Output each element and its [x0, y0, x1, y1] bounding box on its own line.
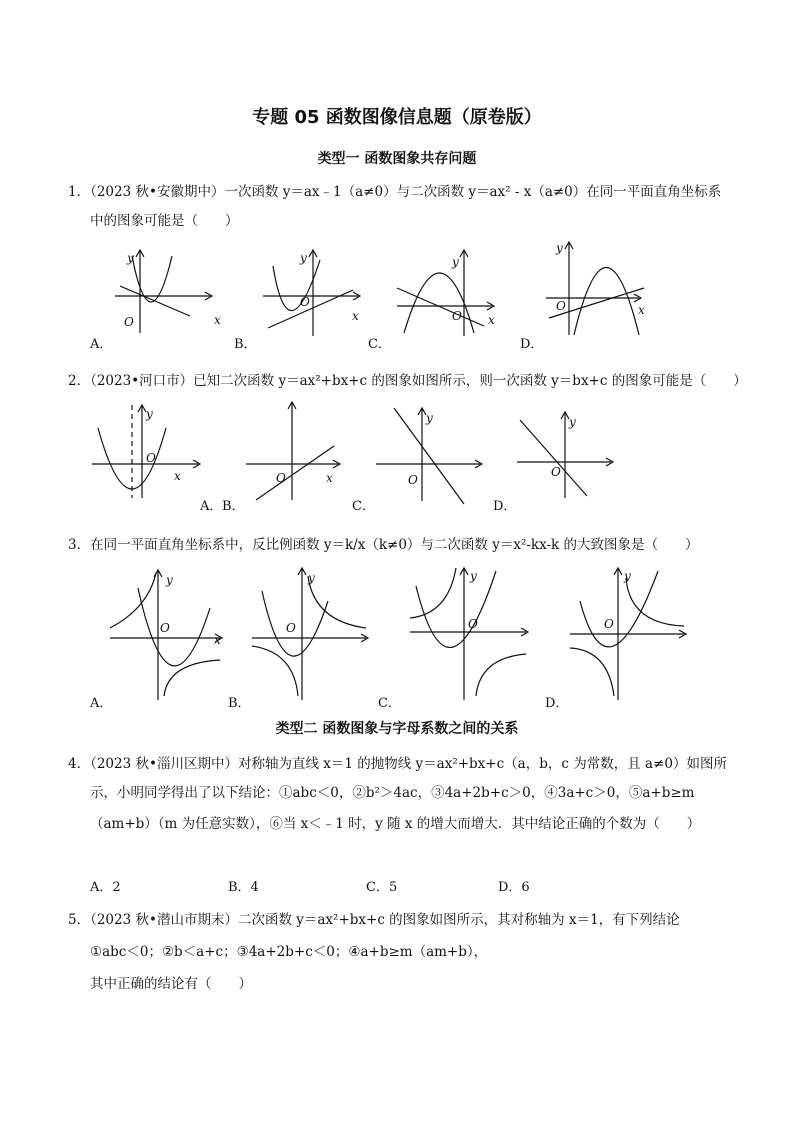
question-4-line-3: （am+b）（m 为任意实数），⑥当 x＜﹣1 时，y 随 x 的增大而增大．其中结论正确的个数为（ ） [90, 816, 701, 832]
q2-graph-b [244, 400, 344, 500]
question-5-line-2: ①abc＜0；②b＜a+c；③4a+2b+c＜0；④a+b≥m（am+b）， [90, 944, 488, 960]
axis-x-label: x [352, 309, 359, 323]
axis-x-label: x [214, 633, 221, 647]
origin-label: O [556, 299, 566, 313]
question-3-line-1: 3．在同一平面直角坐标系中，反比例函数 y＝k/x（k≠0）与二次函数 y＝x²-kx-k 的大致图象是（ ） [68, 537, 699, 553]
question-5-line-3: 其中正确的结论有（ ） [90, 976, 252, 992]
q3-graph-a [108, 568, 228, 700]
q2-graph-d [515, 410, 615, 500]
axis-x-label: x [638, 303, 645, 317]
q3-option-c[interactable]: C． [378, 696, 401, 711]
axis-x-label: x [326, 471, 333, 485]
axis-y-label: y [308, 571, 315, 585]
q2-given-parabola [90, 400, 200, 500]
q3-graph-b [250, 566, 370, 700]
axis-y-label: y [452, 255, 459, 269]
q1-option-c[interactable]: C． [368, 337, 391, 352]
origin-label: O [551, 465, 561, 479]
q1-graph-c [392, 248, 502, 338]
origin-label: O [146, 451, 156, 465]
q3-option-a[interactable]: A． [90, 696, 113, 711]
origin-label: O [300, 295, 310, 309]
origin-label: O [452, 309, 462, 323]
q4-answer-b[interactable]: B．4 [228, 880, 259, 895]
question-1-line-2: 中的图象可能是（ ） [90, 213, 239, 229]
q3-graph-c [408, 566, 534, 700]
q2-option-b[interactable]: B． [222, 499, 245, 514]
question-5-line-1: 5．（2023 秋•潜山市期末）二次函数 y＝ax²+bx+c 的图象如图所示，其对称轴为 x＝1，有下列结论 [68, 912, 680, 928]
question-4-line-2: 示，小明同学得出了以下结论：①abc＜0，②b²＞4ac，③4a+2b+c＞0，④3a+c＞0，⑤a+b≥m [90, 785, 695, 801]
axis-x-label: x [214, 313, 221, 327]
question-2-line-1: 2．（2023•河口市）已知二次函数 y＝ax²+bx+c 的图象如图所示，则一次函数 y＝bx+c 的图象可能是（ ） [68, 373, 747, 389]
axis-y-label: y [166, 573, 173, 587]
axis-x-label: x [174, 469, 181, 483]
q1-option-b[interactable]: B． [234, 337, 257, 352]
q2-graph-c [374, 406, 484, 506]
q1-option-d[interactable]: D． [520, 337, 544, 352]
q1-graph-b [258, 248, 368, 338]
axis-y-label: y [470, 569, 477, 583]
q2-option-a[interactable]: A． [200, 499, 223, 514]
axis-x-label: x [488, 313, 495, 327]
q4-answer-c[interactable]: C．5 [366, 880, 398, 895]
origin-label: O [276, 471, 286, 485]
axis-y-label: y [300, 251, 307, 265]
axis-y-label: y [146, 407, 153, 421]
q1-option-a[interactable]: A． [90, 337, 113, 352]
origin-label: O [604, 617, 614, 631]
axis-y-label: y [569, 415, 576, 429]
axis-y-label: y [556, 241, 563, 255]
q2-option-c[interactable]: C． [352, 499, 375, 514]
origin-label: O [408, 473, 418, 487]
q3-graph-d [568, 566, 690, 700]
q1-graph-a [110, 248, 220, 338]
q3-option-b[interactable]: B． [228, 696, 251, 711]
origin-label: O [468, 617, 478, 631]
origin-label: O [160, 621, 170, 635]
axis-y-label: y [127, 251, 134, 265]
q3-option-d[interactable]: D． [545, 696, 569, 711]
section-2-title: 类型二 函数图象与字母系数之间的关系 [275, 721, 519, 737]
question-4-line-1: 4．（2023 秋•淄川区期中）对称轴为直线 x＝1 的抛物线 y＝ax²+bx+c（a，b，c 为常数，且 a≠0）如图所 [68, 756, 727, 772]
q4-answer-a[interactable]: A．2 [90, 880, 121, 895]
q2-option-d[interactable]: D． [493, 499, 517, 514]
axis-y-label: y [624, 569, 631, 583]
origin-label: O [124, 315, 134, 329]
axis-y-label: y [426, 411, 433, 425]
q4-answer-d[interactable]: D．6 [498, 880, 530, 895]
page-title: 专题 05 函数图像信息题（原卷版） [252, 107, 542, 128]
origin-label: O [286, 621, 296, 635]
question-1-line-1: 1．（2023 秋•安徽期中）一次函数 y＝ax﹣1（a≠0）与二次函数 y＝ax² - x（a≠0）在同一平面直角坐标系 [68, 184, 722, 200]
q1-graph-d [544, 240, 654, 338]
section-1-title: 类型一 函数图象共存问题 [317, 151, 477, 167]
